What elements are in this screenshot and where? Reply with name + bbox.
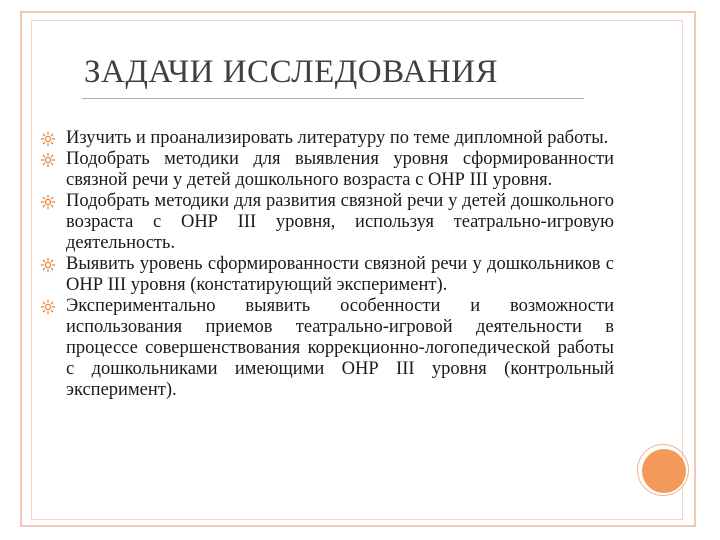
list-item-text: Подобрать методики для выявления уровня сформированности связной речи у детей дошкольного возраста с ОНР III уровня. [66, 149, 614, 190]
sunburst-bullet-icon [40, 194, 56, 210]
list-item [36, 191, 614, 254]
list-item-text: Подобрать методики для развития связной речи у детей дошкольного возраста с ОНР III уровня, используя театрально-игровую деятельность. [66, 191, 614, 253]
sunburst-bullet-icon [40, 131, 56, 147]
title-area [84, 50, 584, 94]
title-underline [82, 98, 584, 99]
sunburst-bullet-icon [40, 257, 56, 273]
list-item-text: Экспериментально выявить особенности и возможности использования приемов театрально-игровой деятельности в процессе совершенствования коррекционно-логопедической работы с дошкольниками имеющими ОНР III уровня (контрольный эксперимент). [66, 296, 614, 400]
list-item-text: Выявить уровень сформированности связной речи у дошкольников с ОНР III уровня (констатирующий эксперимент). [66, 254, 614, 295]
task-list [36, 128, 614, 401]
list-item-text: Изучить и проанализировать литературу по теме дипломной работы. [66, 128, 609, 148]
decorative-circle [642, 449, 686, 493]
slide-title: ЗАДАЧИ ИССЛЕДОВАНИЯ [84, 54, 499, 90]
list-item [36, 149, 614, 191]
list-item [36, 128, 614, 149]
list-item [36, 254, 614, 296]
sunburst-bullet-icon [40, 299, 56, 315]
list-item [36, 296, 614, 401]
sunburst-bullet-icon [40, 152, 56, 168]
